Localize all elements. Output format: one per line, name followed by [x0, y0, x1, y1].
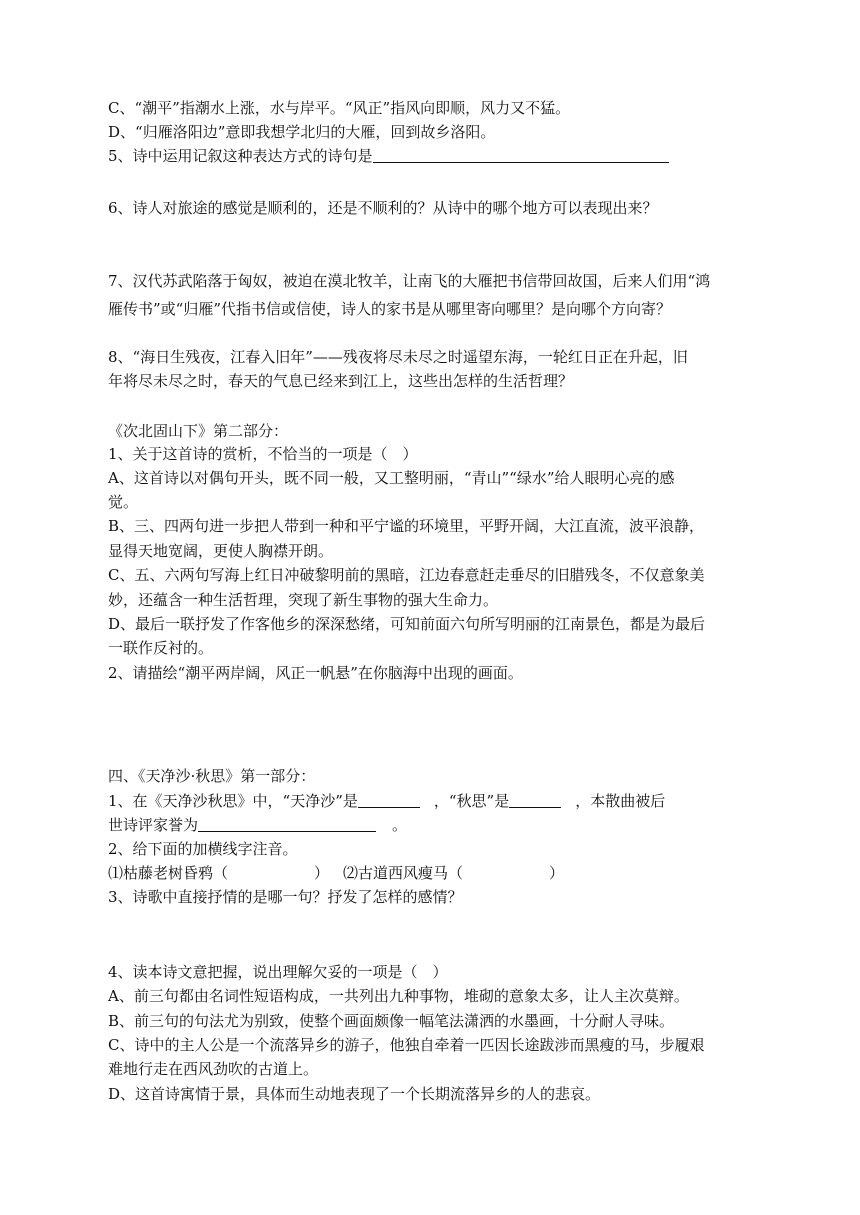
pinyin-item-2: ⑵古道西风瘦马（	[343, 864, 464, 882]
question-1-text: ，“秋思”是	[433, 792, 510, 810]
question-1-text: 1、在《天净沙秋思》中，“天净沙”是	[108, 792, 358, 810]
question-4: 4、读本诗文意把握，说出理解欠妥的一项是（ ）	[108, 963, 448, 981]
option-c: C、“潮平”指潮水上涨，水与岸平。“风正”指风向即顺，风力又不猛。	[108, 99, 571, 117]
question-5-text: 5、诗中运用记叙这种表达方式的诗句是	[108, 147, 373, 165]
option-c-line-2: 难地行走在西风劲吹的古道上。	[108, 1060, 319, 1078]
option-b-line-2: 显得天地宽阔，更使人胸襟开朗。	[108, 542, 334, 560]
question-2-items	[108, 862, 564, 884]
option-c-line-1: C、五、六两句写海上红日冲破黎明前的黑暗，江边春意赶走垂尽的旧腊残冬，不仅意象美	[108, 566, 705, 584]
question-8-line-1: 8、“海日生残夜，江春入旧年”——残夜将尽未尽之时遥望东海，一轮红日正在升起，旧	[108, 348, 688, 366]
question-7-line-1: 7、汉代苏武陷落于匈奴，被迫在漠北牧羊，让南飞的大雁把书信带回故国，后来人们用“鸿	[108, 272, 711, 290]
option-b: B、前三句的句法尤为别致，使整个画面颇像一幅笔法潇洒的水墨画，十分耐人寻味。	[108, 1012, 675, 1030]
answer-blank	[373, 146, 669, 163]
question-8-line-2: 年将尽未尽之时，春天的气息已经来到江上，这些出怎样的生活哲理？	[108, 372, 574, 390]
question-2: 2、给下面的加横线字注音。	[108, 840, 298, 858]
question-5	[108, 145, 669, 167]
option-d-line-2: 一联作反衬的。	[108, 639, 214, 657]
question-1-text: 。	[392, 816, 408, 834]
option-b-line-1: B、三、四两句进一步把人带到一种和平宁谧的环境里，平野开阔，大江直流，波平浪静，	[108, 517, 705, 535]
option-d: D、“归雁洛阳边”意即我想学北归的大雁，回到故乡洛阳。	[108, 123, 496, 141]
answer-blank	[509, 791, 561, 808]
question-3: 3、诗歌中直接抒情的是哪一句？抒发了怎样的感情？	[108, 888, 463, 906]
pinyin-item-1: ⑴枯藤老树昏鸦（	[108, 864, 229, 882]
option-a-line-1: A、这首诗以对偶句开头，既不同一般，又工整明丽，“青山”“绿水”给人眼明心亮的感	[108, 469, 675, 487]
option-c-line-2: 妙，还蕴含一种生活哲理，突现了新生事物的强大生命力。	[108, 591, 499, 609]
option-c-line-1: C、诗中的主人公是一个流落异乡的游子，他独自牵着一匹因长途跋涉而黑瘦的马，步履艰	[108, 1036, 705, 1054]
question-1: 1、关于这首诗的赏析，不恰当的一项是（ ）	[108, 445, 418, 463]
section-heading: 《次北固山下》第二部分：	[108, 422, 289, 440]
section-heading: 四、《天净沙·秋思》第一部分：	[108, 767, 316, 785]
question-1-text: 世诗评家誉为	[108, 816, 199, 834]
option-d: D、这首诗寓情于景，具体而生动地表现了一个长期流落异乡的人的悲哀。	[108, 1085, 601, 1103]
option-d-line-1: D、最后一联抒发了作客他乡的深深愁绪，可知前面六句所写明丽的江南景色，都是为最后	[108, 615, 706, 633]
question-1-line-2	[108, 814, 407, 836]
pinyin-item-1-close: ）	[314, 864, 330, 882]
answer-blank	[358, 791, 420, 808]
question-1-line-1	[108, 790, 665, 812]
option-a: A、前三句都由名词性短语构成，一共列出九种事物，堆砌的意象太多，让人主次莫辩。	[108, 987, 689, 1005]
question-1-text: ，本散曲被后	[575, 792, 666, 810]
answer-blank	[198, 815, 376, 832]
question-7-line-2: 雁传书”或“归雁”代指书信或信使，诗人的家书是从哪里寄向哪里？是向哪个方向寄？	[108, 300, 672, 318]
option-a-line-2: 觉。	[108, 493, 139, 511]
pinyin-item-2-close: ）	[549, 864, 565, 882]
question-6: 6、诗人对旅途的感觉是顺利的，还是不顺利的？从诗中的哪个地方可以表现出来？	[108, 199, 658, 217]
question-2: 2、请描绘“潮平两岸阔，风正一帆悬”在你脑海中出现的画面。	[108, 664, 523, 682]
